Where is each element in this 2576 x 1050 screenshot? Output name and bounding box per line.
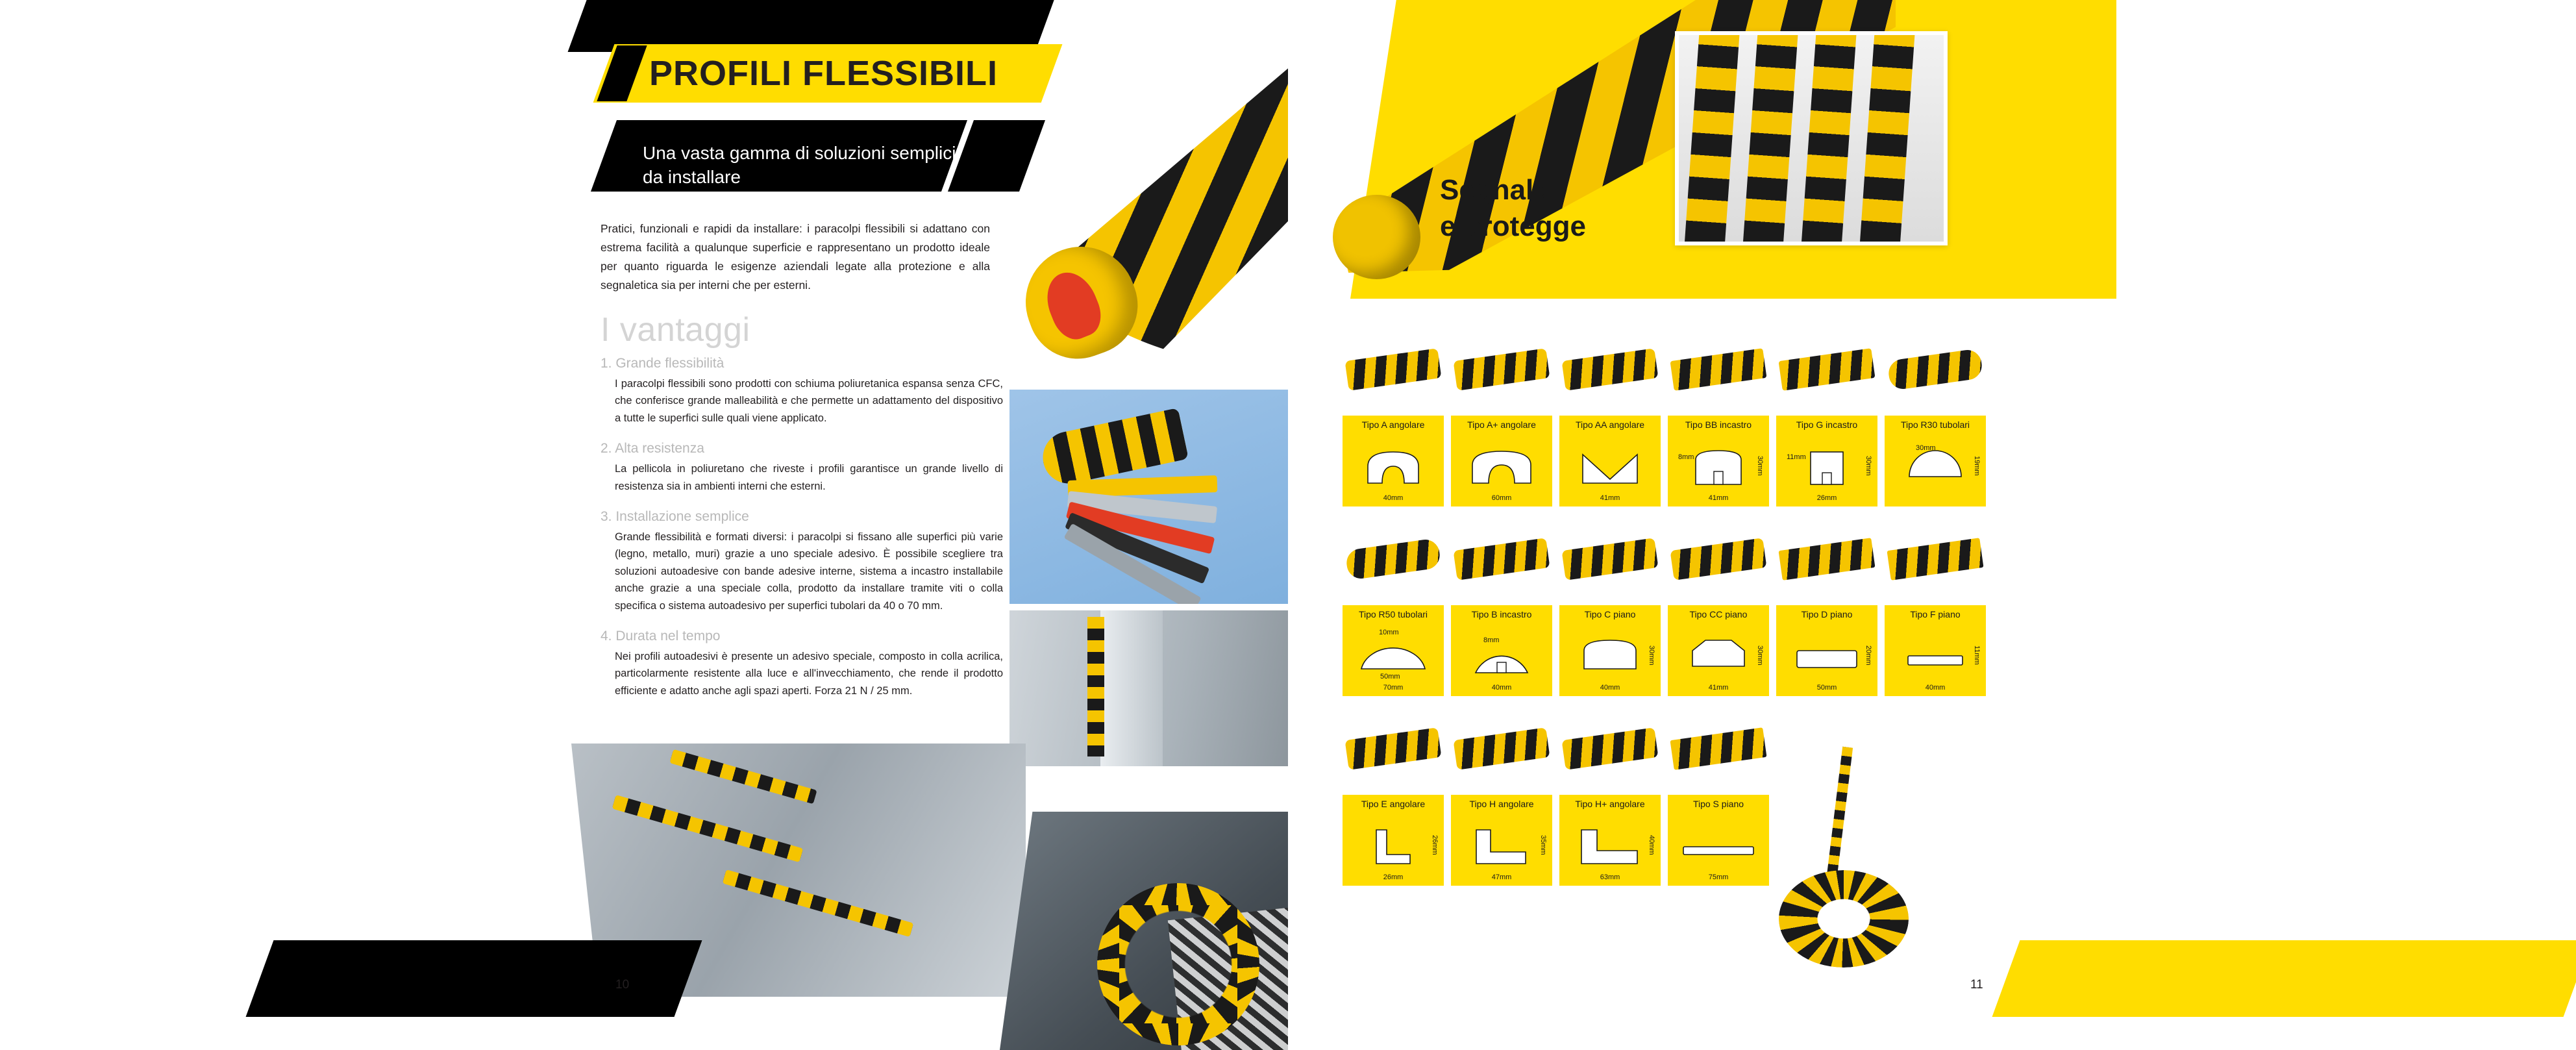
product-diagram [1451, 434, 1552, 506]
profile-cross-section-icon [1904, 651, 1966, 670]
product-dim-height: 35mm [1539, 835, 1547, 855]
product-card[interactable] [1559, 514, 1661, 696]
product-diagram [1776, 434, 1877, 506]
corner-guard [723, 869, 913, 937]
product-diagram [1451, 813, 1552, 886]
post-shape [1100, 610, 1163, 766]
advantage-item [601, 356, 1003, 427]
page-title: PROFILI FLESSIBILI [649, 54, 998, 93]
product-profile-shape [1453, 348, 1550, 391]
profile-cross-section-icon [1470, 636, 1533, 677]
product-profile-shape [1670, 348, 1766, 391]
product-dim-width: 26mm [1816, 494, 1837, 502]
product-profile-shape [1344, 727, 1441, 770]
product-profile-shape [1778, 538, 1875, 581]
product-label: Tipo S piano [1668, 795, 1769, 813]
product-diagram [1343, 813, 1444, 886]
product-label: Tipo E angolare [1343, 795, 1444, 813]
product-dim-extra: 11mm [1787, 453, 1806, 461]
product-dim-extra: 8mm [1678, 453, 1694, 461]
product-photo [1343, 325, 1444, 416]
product-profile-shape [1561, 727, 1658, 770]
product-dim-width: 75mm [1708, 873, 1729, 881]
inset-profile-bar [1801, 31, 1857, 245]
product-photo [1668, 325, 1769, 416]
product-card[interactable] [1559, 325, 1661, 506]
product-profile-shape [1561, 348, 1658, 391]
decor-coil [1779, 844, 1928, 974]
product-card[interactable] [1451, 704, 1552, 886]
product-dim-width: 50mm [1816, 684, 1837, 692]
product-profile-shape [1670, 538, 1766, 581]
profile-cross-section-icon [1580, 636, 1640, 673]
right-hero-profile-end [1333, 195, 1420, 279]
product-dim-height: 30mm [1756, 456, 1764, 476]
product-photo [1668, 514, 1769, 605]
product-card[interactable] [1343, 704, 1444, 886]
product-profile-shape [1453, 727, 1550, 770]
product-profile-shape [1344, 538, 1441, 581]
profile-cross-section-icon [1471, 826, 1532, 868]
product-card[interactable] [1343, 325, 1444, 506]
profile-cross-section-icon [1679, 842, 1757, 860]
product-dim-extra: 8mm [1483, 636, 1500, 644]
product-diagram [1668, 813, 1769, 886]
profile-cross-section-icon [1579, 447, 1641, 487]
product-label: Tipo A angolare [1343, 416, 1444, 434]
product-label: Tipo R30 tubolari [1885, 416, 1986, 434]
product-profile-shape [1670, 727, 1766, 770]
advantage-title: 1. Grande flessibilità [601, 356, 724, 371]
product-label: Tipo BB incastro [1668, 416, 1769, 434]
product-dim-width: 40mm [1925, 684, 1946, 692]
product-dim-height: 30mm [1864, 456, 1872, 476]
product-card[interactable] [1885, 514, 1986, 696]
product-dim-width-top: 30mm [1916, 444, 1936, 452]
product-dim-width: 41mm [1708, 684, 1729, 692]
product-photo [1451, 704, 1552, 795]
product-photo [1885, 325, 1986, 416]
product-card[interactable] [1885, 325, 1986, 506]
product-dim-extra: 10mm [1379, 629, 1399, 636]
fan-roll-shape [1038, 408, 1189, 488]
product-dim-width: 40mm [1600, 684, 1620, 692]
product-label: Tipo A+ angolare [1451, 416, 1552, 434]
callout-line-1: Segnala [1440, 174, 1550, 206]
profile-cross-section-icon [1576, 826, 1644, 868]
product-card[interactable] [1776, 514, 1877, 696]
product-photo [1776, 325, 1877, 416]
installation-photo-post [1009, 610, 1289, 766]
product-card[interactable] [1343, 514, 1444, 696]
product-diagram [1343, 434, 1444, 506]
product-label: Tipo F piano [1885, 605, 1986, 623]
corner-guard [669, 749, 817, 805]
product-grid [1343, 325, 2018, 894]
advantage-title: 4. Durata nel tempo [601, 628, 721, 644]
advantages-heading: I vantaggi [601, 311, 750, 349]
product-diagram [1668, 434, 1769, 506]
product-label: Tipo AA angolare [1559, 416, 1661, 434]
product-photo [1451, 325, 1552, 416]
product-dim-height: 40mm [1648, 835, 1655, 855]
product-dim-width: 40mm [1383, 494, 1404, 502]
product-label: Tipo CC piano [1668, 605, 1769, 623]
advantage-body: La pellicola in poliuretano che riveste i profili garantisce un grande livello di resistenza sia in ambienti interni che esterni. [615, 463, 1003, 492]
product-row [1343, 325, 2018, 506]
product-photo [1885, 514, 1986, 605]
product-dim-width: 40mm [1491, 684, 1512, 692]
product-dim-height: 26mm [1431, 835, 1439, 855]
advantage-body: Grande flessibilità e formati diversi: i paracolpi si fissano alle superfici più varie (legno, metallo, muri) grazie a uno speciale adesivo. È possibile scegliere tra soluzioni autoadesive con bande adesive interne, sistema a incastro installabile anche grazie a una speciale colla, prodotto da installare tramite viti o colla specifica o sistema autoadesivo per superfici tubolari da 40 o 70 mm. [615, 531, 1003, 612]
advantage-body: I paracolpi flessibili sono prodotti con schiuma poliuretanica espansa senza CFC, che conferisce grande malleabilità e che permette un adattamento del dispositivo a tutte le superfici sulle quali viene applicato. [615, 378, 1003, 424]
profile-cross-section-icon [1364, 447, 1422, 487]
product-diagram [1776, 623, 1877, 696]
product-dim-width: 60mm [1491, 494, 1512, 502]
product-profile-shape [1344, 348, 1441, 391]
product-profile-shape [1887, 538, 1983, 581]
profile-cross-section-icon [1469, 447, 1534, 487]
advantage-item [601, 629, 1003, 699]
product-profile-shape [1561, 538, 1658, 581]
decor-yellow-band-bottom [1992, 940, 2576, 1017]
product-dim-width: 47mm [1491, 873, 1512, 881]
product-dim-width: 70mm [1383, 684, 1404, 692]
product-diagram [1668, 623, 1769, 696]
product-profile-shape [1887, 348, 1983, 391]
profile-cross-section-icon [1804, 447, 1850, 488]
intro-paragraph: Pratici, funzionali e rapidi da installare: i paracolpi flessibili si adattano con estrema facilità a qualunque superficie e rappresentano un prodotto ideale per quanto riguarda le esigenze aziendali legate alla protezione e alla segnaletica sia per interni che per esterni. [601, 222, 990, 292]
product-photo [1668, 704, 1769, 795]
product-row [1343, 514, 2018, 696]
advantage-item [601, 509, 1003, 614]
coil-ring-shape [1779, 870, 1909, 968]
product-dim-height: 20mm [1864, 645, 1872, 666]
callout-line-2: e protegge [1440, 210, 1586, 243]
product-card[interactable] [1668, 325, 1769, 506]
inset-profile-bar [1859, 31, 1916, 245]
product-dim-extra2: 50mm [1380, 673, 1400, 681]
product-card[interactable] [1668, 514, 1769, 696]
product-photo [1343, 704, 1444, 795]
product-diagram [1885, 434, 1986, 506]
advantage-title: 2. Alta resistenza [601, 441, 704, 456]
page-number-left: 10 [615, 978, 630, 992]
fan-sheets-group [1068, 481, 1230, 571]
product-label: Tipo H+ angolare [1559, 795, 1661, 813]
product-photo [1451, 514, 1552, 605]
profiles-fan-photo [1009, 390, 1289, 604]
product-label: Tipo B incastro [1451, 605, 1552, 623]
product-card[interactable] [1776, 325, 1877, 506]
product-dim-width: 41mm [1708, 494, 1729, 502]
page-number-right: 11 [1970, 978, 1983, 992]
product-profile-shape [1453, 538, 1550, 581]
product-diagram [1559, 813, 1661, 886]
product-diagram [1559, 623, 1661, 696]
product-diagram [1559, 434, 1661, 506]
product-dim-width: 26mm [1383, 873, 1404, 881]
product-diagram [1885, 623, 1986, 696]
advantage-title: 3. Installazione semplice [601, 508, 749, 524]
product-card[interactable] [1559, 704, 1661, 886]
product-photo [1559, 325, 1661, 416]
profile-cross-section-icon [1793, 645, 1861, 671]
product-photo [1559, 514, 1661, 605]
product-dim-width: 63mm [1600, 873, 1620, 881]
advantage-body: Nei profili autoadesivi è presente un adesivo speciale, composto in colla acrilica, particolarmente resistente alla luce e all'invecchiamento, che rende il prodotto efficiente e adatto anche agli spazi aperti. Forza 21 N / 25 mm. [615, 650, 1003, 697]
post-profile-strip [1087, 617, 1104, 756]
product-photo [1559, 704, 1661, 795]
coil-shape [1097, 883, 1259, 1045]
product-label: Tipo H angolare [1451, 795, 1552, 813]
product-dim-height: 11mm [1973, 645, 1981, 665]
advantage-item [601, 441, 1003, 495]
product-dim-height: 19mm [1973, 456, 1981, 476]
product-photo [1343, 514, 1444, 605]
callout-text [1440, 172, 1586, 245]
product-diagram [1343, 623, 1444, 696]
product-photo [1776, 514, 1877, 605]
product-card[interactable] [1451, 514, 1552, 696]
product-label: Tipo C piano [1559, 605, 1661, 623]
advantages-list [601, 356, 1003, 714]
profile-cross-section-icon [1689, 636, 1748, 670]
product-label: Tipo D piano [1776, 605, 1877, 623]
page-subtitle: Una vasta gamma di soluzioni semplici da installare [643, 143, 956, 187]
inset-detail-photo [1675, 31, 1948, 245]
inset-profile-bar [1684, 31, 1740, 245]
product-label: Tipo R50 tubolari [1343, 605, 1444, 623]
product-card[interactable] [1668, 704, 1769, 886]
decor-black-band-bottom [246, 940, 702, 1017]
product-label: Tipo G incastro [1776, 416, 1877, 434]
profile-cross-section-icon [1690, 447, 1746, 488]
product-diagram [1451, 623, 1552, 696]
product-dim-height: 30mm [1648, 645, 1655, 666]
corner-guard [612, 795, 803, 862]
product-profile-shape [1778, 348, 1875, 391]
inset-profile-bar [1742, 31, 1799, 245]
product-dim-height: 30mm [1756, 645, 1764, 666]
profile-cross-section-icon [1370, 826, 1417, 868]
product-card[interactable] [1451, 325, 1552, 506]
profile-cross-section-icon [1357, 636, 1429, 673]
product-dim-width: 41mm [1600, 494, 1620, 502]
